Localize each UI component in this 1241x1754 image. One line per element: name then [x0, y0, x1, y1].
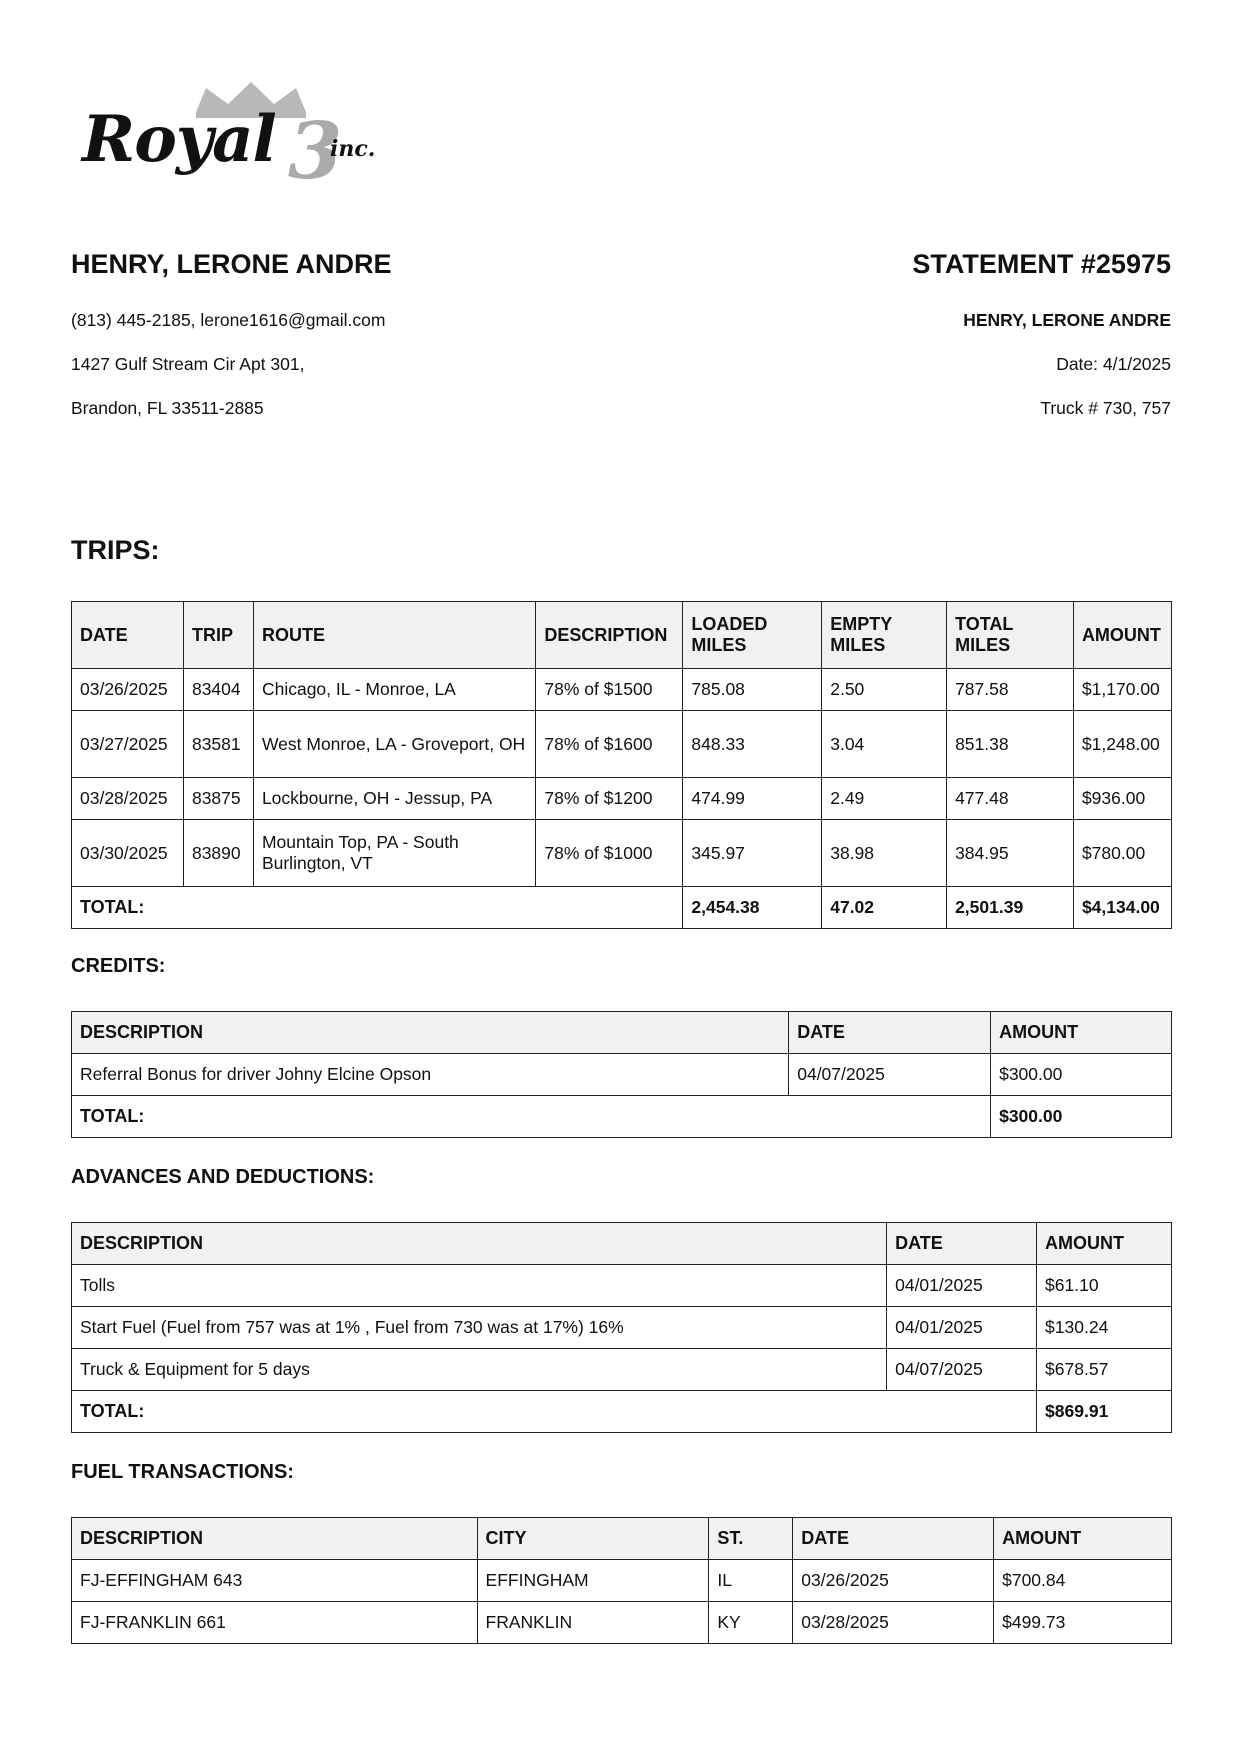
statement-name: HENRY, LERONE ANDRE: [963, 310, 1171, 330]
trip-loaded-miles: 785.08: [683, 669, 822, 711]
company-logo: [78, 80, 388, 195]
table-header-row: [72, 1223, 1172, 1265]
trip-amount: $780.00: [1073, 820, 1171, 887]
column-header: AMOUNT: [991, 1012, 1172, 1054]
deduction-date: 04/01/2025: [887, 1307, 1037, 1349]
credits-title: CREDITS:: [71, 955, 166, 977]
table-row: [72, 669, 1172, 711]
trip-empty-miles: 2.50: [822, 669, 947, 711]
fuel-state: IL: [709, 1560, 793, 1602]
trip-number: 83581: [183, 711, 253, 778]
credit-amount: $300.00: [991, 1054, 1172, 1096]
trip-total-miles: 384.95: [947, 820, 1074, 887]
table-row: [72, 1560, 1172, 1602]
trip-route: West Monroe, LA - Groveport, OH: [253, 711, 535, 778]
statement-truck: Truck # 730, 757: [1040, 398, 1171, 418]
trip-route: Chicago, IL - Monroe, LA: [253, 669, 535, 711]
table-header-row: [72, 1012, 1172, 1054]
statement-info: [671, 248, 1171, 418]
total-row: [72, 1096, 1172, 1138]
column-header: TRIP: [183, 602, 253, 669]
trip-route: Mountain Top, PA - South Burlington, VT: [253, 820, 535, 887]
driver-info: [71, 248, 392, 418]
trip-total-miles: 477.48: [947, 778, 1074, 820]
column-header: DESCRIPTION: [536, 602, 683, 669]
deductions-title: ADVANCES AND DEDUCTIONS:: [71, 1166, 375, 1188]
fuel-title: FUEL TRANSACTIONS:: [71, 1461, 294, 1483]
table-row: [72, 711, 1172, 778]
total-empty-miles: 47.02: [822, 887, 947, 929]
column-header: ROUTE: [253, 602, 535, 669]
fuel-date: 03/26/2025: [793, 1560, 994, 1602]
fuel-city: EFFINGHAM: [477, 1560, 709, 1602]
total-row: [72, 1391, 1172, 1433]
deduction-amount: $678.57: [1037, 1349, 1172, 1391]
trip-date: 03/30/2025: [72, 820, 184, 887]
table-header-row: [72, 1518, 1172, 1560]
total-amount: $300.00: [991, 1096, 1172, 1138]
trip-date: 03/27/2025: [72, 711, 184, 778]
driver-address-1: 1427 Gulf Stream Cir Apt 301,: [71, 354, 305, 374]
column-header: AMOUNT: [994, 1518, 1172, 1560]
column-header: AMOUNT: [1073, 602, 1171, 669]
deduction-description: Start Fuel (Fuel from 757 was at 1% , Fuel from 730 was at 17%) 16%: [72, 1307, 887, 1349]
trip-loaded-miles: 345.97: [683, 820, 822, 887]
trip-number: 83890: [183, 820, 253, 887]
table-row: [72, 1265, 1172, 1307]
logo-script: Royal: [82, 102, 276, 177]
trip-route: Lockbourne, OH - Jessup, PA: [253, 778, 535, 820]
table-row: [72, 820, 1172, 887]
column-header: DESCRIPTION: [72, 1012, 789, 1054]
column-header: TOTAL MILES: [947, 602, 1074, 669]
total-label: TOTAL:: [72, 1391, 1037, 1433]
statement-date: Date: 4/1/2025: [1056, 354, 1171, 374]
column-header: LOADED MILES: [683, 602, 822, 669]
trips-title: TRIPS:: [71, 535, 160, 565]
table-row: [72, 1602, 1172, 1644]
fuel-amount: $700.84: [994, 1560, 1172, 1602]
total-label: TOTAL:: [72, 887, 683, 929]
column-header: DESCRIPTION: [72, 1223, 887, 1265]
total-row: [72, 887, 1172, 929]
credit-date: 04/07/2025: [789, 1054, 991, 1096]
table-row: [72, 778, 1172, 820]
trip-amount: $1,248.00: [1073, 711, 1171, 778]
deduction-description: Tolls: [72, 1265, 887, 1307]
credits-table: [71, 1011, 1172, 1138]
deduction-amount: $61.10: [1037, 1265, 1172, 1307]
driver-contact: (813) 445-2185, lerone1616@gmail.com: [71, 310, 386, 330]
table-row: [72, 1349, 1172, 1391]
total-label: TOTAL:: [72, 1096, 991, 1138]
trip-date: 03/28/2025: [72, 778, 184, 820]
fuel-amount: $499.73: [994, 1602, 1172, 1644]
column-header: DATE: [72, 602, 184, 669]
statement-title: STATEMENT #25975: [912, 249, 1171, 279]
column-header: DESCRIPTION: [72, 1518, 478, 1560]
column-header: EMPTY MILES: [822, 602, 947, 669]
trip-description: 78% of $1000: [536, 820, 683, 887]
total-miles: 2,501.39: [947, 887, 1074, 929]
deduction-description: Truck & Equipment for 5 days: [72, 1349, 887, 1391]
driver-name: HENRY, LERONE ANDRE: [71, 249, 392, 279]
deductions-table: [71, 1222, 1172, 1433]
trip-empty-miles: 3.04: [822, 711, 947, 778]
trip-number: 83875: [183, 778, 253, 820]
total-amount: $4,134.00: [1073, 887, 1171, 929]
logo-suffix: inc.: [330, 136, 376, 162]
trip-loaded-miles: 474.99: [683, 778, 822, 820]
trip-total-miles: 787.58: [947, 669, 1074, 711]
trip-loaded-miles: 848.33: [683, 711, 822, 778]
deduction-date: 04/07/2025: [887, 1349, 1037, 1391]
column-header: DATE: [793, 1518, 994, 1560]
deduction-date: 04/01/2025: [887, 1265, 1037, 1307]
logo-numeral: 3: [288, 106, 343, 197]
trip-empty-miles: 38.98: [822, 820, 947, 887]
deduction-amount: $130.24: [1037, 1307, 1172, 1349]
trip-total-miles: 851.38: [947, 711, 1074, 778]
table-header-row: [72, 602, 1172, 669]
column-header: DATE: [789, 1012, 991, 1054]
fuel-date: 03/28/2025: [793, 1602, 994, 1644]
credit-description: Referral Bonus for driver Johny Elcine Opson: [72, 1054, 789, 1096]
trip-amount: $1,170.00: [1073, 669, 1171, 711]
trip-description: 78% of $1500: [536, 669, 683, 711]
fuel-description: FJ-EFFINGHAM 643: [72, 1560, 478, 1602]
table-row: [72, 1307, 1172, 1349]
table-row: [72, 1054, 1172, 1096]
column-header: ST.: [709, 1518, 793, 1560]
column-header: DATE: [887, 1223, 1037, 1265]
total-amount: $869.91: [1037, 1391, 1172, 1433]
trip-number: 83404: [183, 669, 253, 711]
column-header: CITY: [477, 1518, 709, 1560]
trip-empty-miles: 2.49: [822, 778, 947, 820]
fuel-city: FRANKLIN: [477, 1602, 709, 1644]
trip-description: 78% of $1600: [536, 711, 683, 778]
column-header: AMOUNT: [1037, 1223, 1172, 1265]
fuel-table: [71, 1517, 1172, 1644]
driver-address-2: Brandon, FL 33511-2885: [71, 398, 264, 418]
trip-description: 78% of $1200: [536, 778, 683, 820]
trip-amount: $936.00: [1073, 778, 1171, 820]
trip-date: 03/26/2025: [72, 669, 184, 711]
total-loaded-miles: 2,454.38: [683, 887, 822, 929]
trips-table: [71, 601, 1172, 929]
fuel-state: KY: [709, 1602, 793, 1644]
fuel-description: FJ-FRANKLIN 661: [72, 1602, 478, 1644]
